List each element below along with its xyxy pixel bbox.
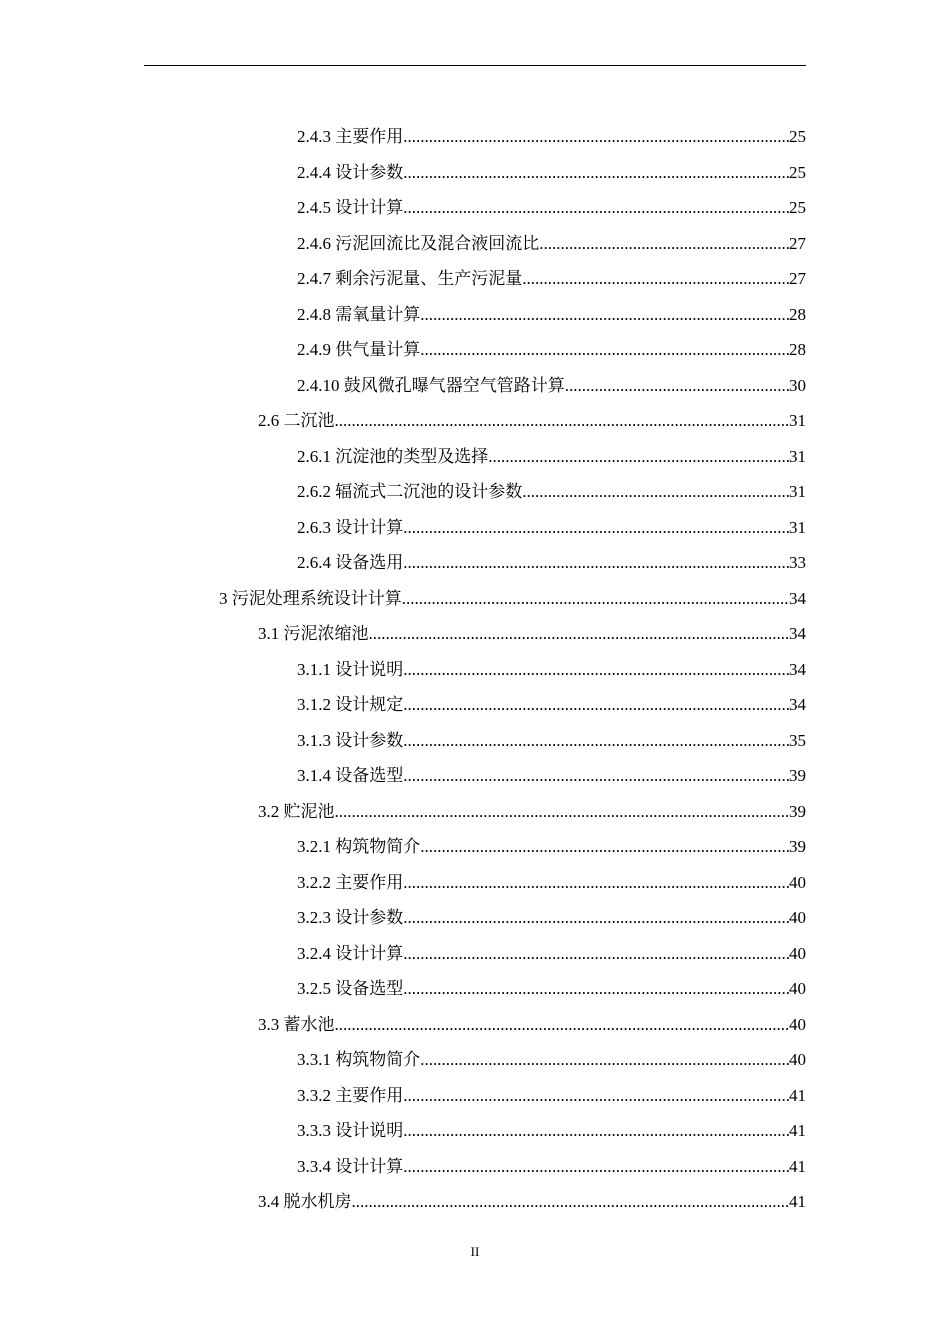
page-number: II (470, 1244, 480, 1259)
toc-entry-page: 25 (789, 127, 806, 146)
toc-dot-leader (403, 190, 789, 226)
toc-entry-page: 35 (789, 730, 806, 750)
toc-entry-page: 41 (789, 1121, 806, 1140)
toc-entry[interactable] (297, 474, 806, 510)
toc-entry-label: 2.4.9 供气量计算 (297, 340, 421, 359)
toc-entry-page: 28 (789, 304, 806, 324)
toc-entry-page: 30 (789, 375, 806, 395)
toc-entry-label: 2.4.6 污泥回流比及混合液回流比 (297, 233, 540, 253)
toc-entry-page: 34 (789, 624, 806, 643)
toc-entry[interactable] (297, 226, 806, 262)
toc-entry-label: 3.1.1 设计说明 (297, 659, 404, 679)
toc-dot-leader (420, 1042, 789, 1078)
toc-entry[interactable] (258, 616, 806, 652)
toc-entry[interactable] (219, 581, 806, 617)
toc-entry-label: 3.3.1 构筑物简介 (297, 1050, 421, 1069)
toc-entry-label: 3.3.3 设计说明 (297, 1121, 404, 1140)
toc-entry-page: 31 (789, 482, 806, 501)
toc-dot-leader (403, 1078, 789, 1114)
toc-dot-leader (539, 226, 789, 262)
toc-dot-leader (403, 758, 789, 794)
toc-entry-page: 40 (789, 979, 806, 998)
toc-entry-page: 34 (789, 695, 806, 714)
toc-entry[interactable] (297, 865, 806, 901)
toc-entry[interactable] (297, 687, 806, 723)
toc-dot-leader (403, 155, 789, 191)
toc-dot-leader (420, 829, 789, 865)
toc-dot-leader (335, 1007, 790, 1043)
toc-entry[interactable] (297, 190, 806, 226)
toc-dot-leader (420, 332, 789, 368)
toc-entry-label: 3.2 贮泥池 (258, 801, 335, 821)
toc-entry[interactable] (297, 261, 806, 297)
toc-dot-leader (403, 936, 789, 972)
toc-entry[interactable] (297, 119, 806, 155)
toc-entry[interactable] (297, 1078, 806, 1114)
toc-entry-page: 40 (789, 1014, 806, 1034)
toc-dot-leader (402, 581, 789, 617)
toc-entry[interactable] (297, 829, 806, 865)
toc-entry[interactable] (258, 794, 806, 830)
toc-entry-page: 39 (789, 766, 806, 785)
toc-dot-leader (403, 723, 789, 759)
toc-entry[interactable] (297, 652, 806, 688)
toc-entry-label: 3.3.2 主要作用 (297, 1085, 404, 1105)
toc-entry-label: 2.4.10 鼓风微孔曝气器空气管路计算 (297, 375, 565, 395)
toc-entry-page: 39 (789, 801, 806, 821)
toc-entry-label: 2.4.3 主要作用 (297, 127, 404, 146)
toc-dot-leader (403, 652, 789, 688)
toc-entry[interactable] (258, 403, 806, 439)
toc-entry-page: 39 (789, 837, 806, 856)
toc-entry-label: 2.4.5 设计计算 (297, 198, 404, 217)
header-rule (144, 65, 806, 66)
toc-entry-label: 2.6.1 沉淀池的类型及选择 (297, 446, 489, 466)
toc-entry-page: 41 (789, 1192, 806, 1211)
toc-entry-label: 3.3.4 设计计算 (297, 1156, 404, 1176)
toc-entry[interactable] (258, 1007, 806, 1043)
toc-entry-page: 34 (789, 588, 806, 608)
toc-entry-page: 41 (789, 1085, 806, 1105)
toc-entry-label: 3.1.3 设计参数 (297, 730, 404, 750)
toc-dot-leader (403, 1149, 789, 1185)
toc-entry-page: 40 (789, 908, 806, 927)
toc-entry-label: 3.2.3 设计参数 (297, 908, 404, 927)
toc-dot-leader (403, 900, 789, 936)
toc-entry[interactable] (297, 723, 806, 759)
toc-dot-leader (335, 794, 790, 830)
toc-entry-page: 40 (789, 943, 806, 963)
toc-entry-label: 3 污泥处理系统设计计算 (219, 588, 402, 608)
toc-dot-leader (403, 545, 789, 581)
toc-entry-page: 34 (789, 659, 806, 679)
toc-dot-leader (352, 1184, 790, 1220)
toc-entry[interactable] (297, 1042, 806, 1078)
toc-dot-leader (403, 865, 789, 901)
toc-dot-leader (369, 616, 790, 652)
toc-dot-leader (565, 368, 789, 404)
toc-entry-label: 2.4.4 设计参数 (297, 162, 404, 182)
toc-entry-page: 28 (789, 340, 806, 359)
toc-entry[interactable] (297, 971, 806, 1007)
toc-entry[interactable] (297, 368, 806, 404)
toc-dot-leader (403, 510, 789, 546)
toc-entry-page: 31 (789, 411, 806, 430)
toc-entry-label: 3.4 脱水机房 (258, 1192, 352, 1211)
toc-dot-leader (403, 1113, 789, 1149)
toc-entry-label: 3.2.1 构筑物简介 (297, 837, 421, 856)
toc-entry-page: 40 (789, 872, 806, 892)
toc-dot-leader (522, 261, 789, 297)
toc-entry[interactable] (297, 297, 806, 333)
toc-entry-label: 2.6 二沉池 (258, 411, 335, 430)
toc-entry-label: 3.1 污泥浓缩池 (258, 624, 369, 643)
toc-entry-label: 3.1.4 设备选型 (297, 766, 404, 785)
toc-entry-label: 2.4.8 需氧量计算 (297, 304, 421, 324)
toc-dot-leader (420, 297, 789, 333)
toc-dot-leader (403, 687, 789, 723)
toc-entry-label: 3.2.4 设计计算 (297, 943, 404, 963)
toc-entry-page: 41 (789, 1156, 806, 1176)
toc-entry-page: 31 (789, 517, 806, 537)
toc-entry[interactable] (258, 1184, 806, 1220)
toc-entry[interactable] (297, 545, 806, 581)
toc-entry[interactable] (297, 936, 806, 972)
toc-entry-page: 40 (789, 1050, 806, 1069)
toc-entry-label: 3.2.5 设备选型 (297, 979, 404, 998)
toc-entry-label: 2.6.4 设备选用 (297, 553, 404, 572)
toc-entry-page: 25 (789, 162, 806, 182)
toc-dot-leader (335, 403, 790, 439)
toc-entry[interactable] (297, 758, 806, 794)
toc-entry-label: 2.6.2 辐流式二沉池的设计参数 (297, 482, 523, 501)
toc-entry[interactable] (297, 1149, 806, 1185)
toc-entry[interactable] (297, 332, 806, 368)
toc-entry-page: 33 (789, 553, 806, 572)
toc-entry-label: 3.1.2 设计规定 (297, 695, 404, 714)
toc-entry[interactable] (297, 510, 806, 546)
toc-entry-page: 31 (789, 446, 806, 466)
toc-entry[interactable] (297, 900, 806, 936)
toc-entry-label: 2.6.3 设计计算 (297, 517, 404, 537)
toc-entry-page: 27 (789, 269, 806, 288)
toc-entry-label: 3.3 蓄水池 (258, 1014, 335, 1034)
toc-dot-leader (488, 439, 789, 475)
toc-entry-page: 27 (789, 233, 806, 253)
toc-dot-leader (403, 971, 789, 1007)
toc-entry[interactable] (297, 1113, 806, 1149)
toc-entry[interactable] (297, 155, 806, 191)
toc-entry-label: 3.2.2 主要作用 (297, 872, 404, 892)
toc-entry[interactable] (297, 439, 806, 475)
toc-entry-label: 2.4.7 剩余污泥量、生产污泥量 (297, 269, 523, 288)
toc-dot-leader (522, 474, 789, 510)
toc-entry-page: 25 (789, 198, 806, 217)
toc-dot-leader (403, 119, 789, 155)
